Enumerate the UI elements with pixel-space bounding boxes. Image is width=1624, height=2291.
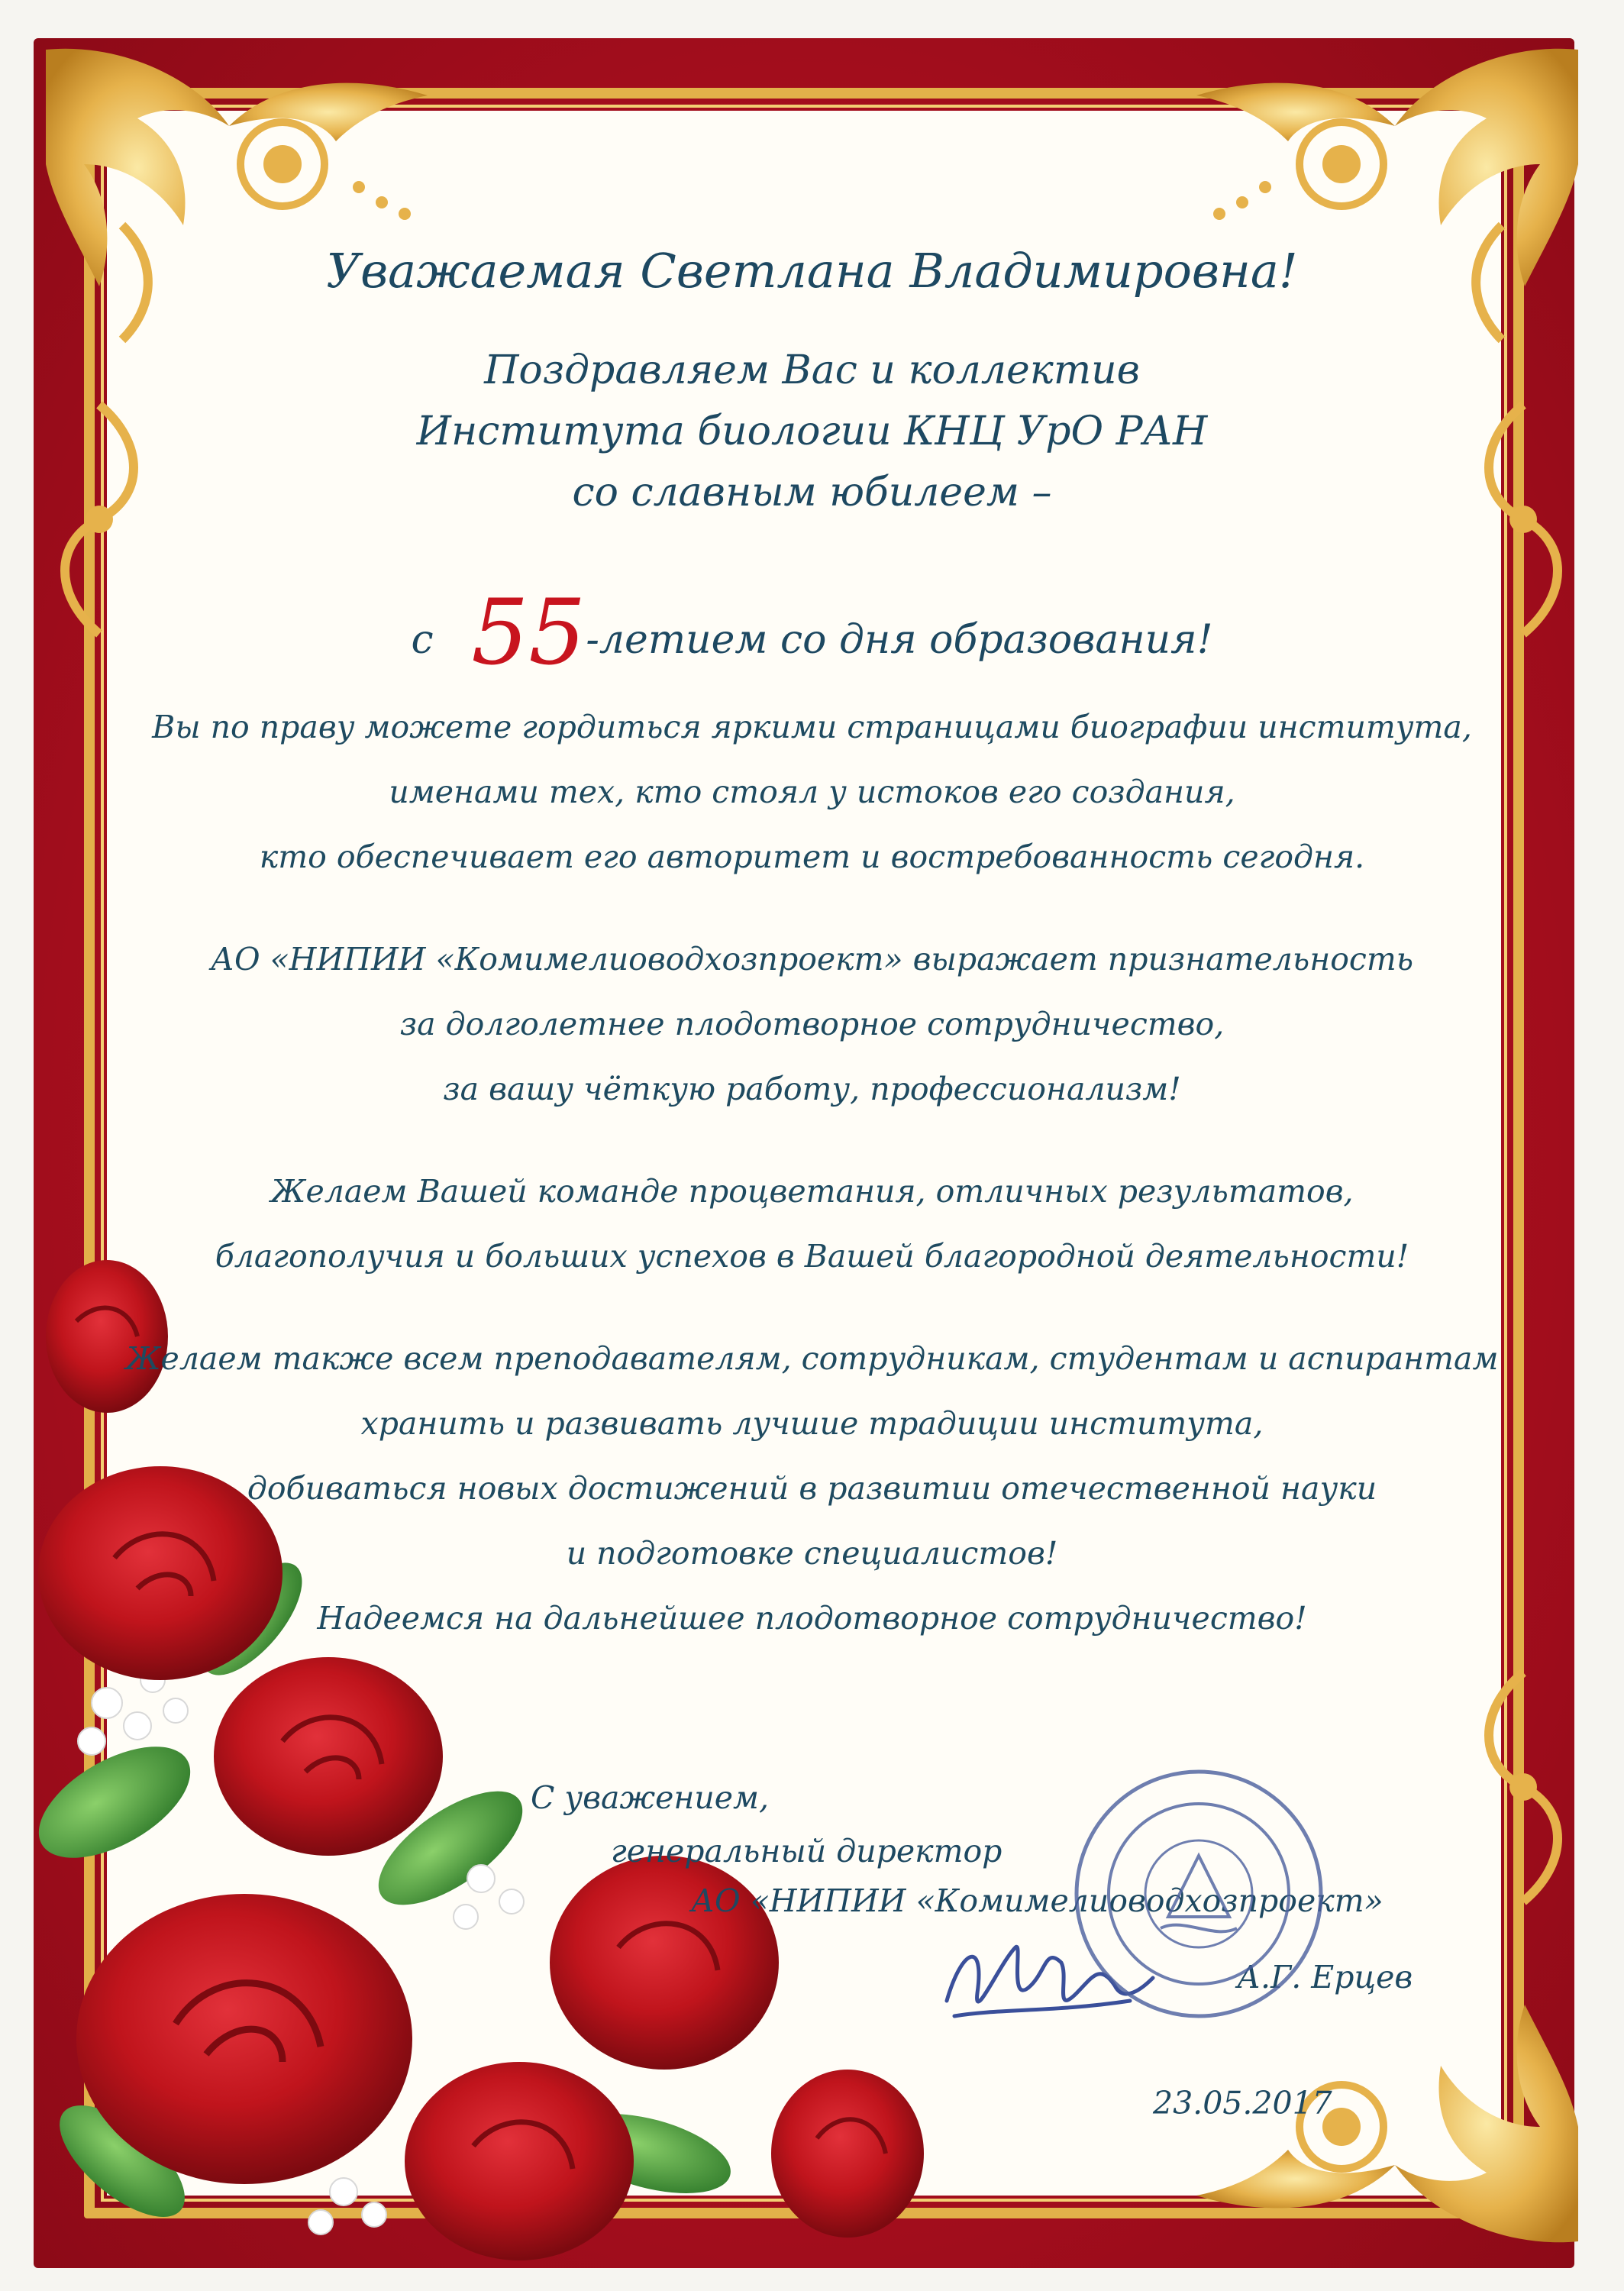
gold-corner-ornament-icon (31, 34, 458, 355)
paragraph-2-line-2: за долголетнее плодотворное сотрудничество, (399, 1006, 1225, 1042)
jubilee-line (0, 569, 1624, 685)
paragraph-2-line-3: за вашу чёткую работу, профессионализм! (443, 1071, 1181, 1107)
signature-company: АО «НИПИИ «Комимелиоводхозпроект» (691, 1882, 1383, 1919)
gold-corner-ornament-icon (1166, 34, 1593, 355)
paragraph-2-line-1: АО «НИПИИ «Комимелиоводхозпроект» выражает признательность (210, 941, 1414, 977)
jubilee-suffix: -летием со дня образования! (586, 617, 1213, 663)
congrats-line-3: со славным юбилеем – (572, 470, 1052, 515)
paragraph-4-line-4: и подготовке специалистов! (566, 1535, 1058, 1572)
paragraph-1-line-2: именами тех, кто стоял у истоков его создания, (389, 774, 1235, 810)
jubilee-prefix: с (411, 617, 434, 663)
paragraph-4-line-2: хранить и развивать лучшие традиции института, (360, 1405, 1264, 1442)
signature-position: генеральный директор (611, 1833, 1002, 1869)
paragraph-1-line-1: Вы по праву можете гордиться яркими страницами биографии института, (152, 709, 1472, 745)
jubilee-number: 55 (471, 580, 586, 685)
paragraph-4-line-1: Желаем также всем преподавателям, сотрудникам, студентам и аспирантам (125, 1340, 1499, 1377)
paragraph-3-line-1: Желаем Вашей команде процветания, отличных результатов, (270, 1173, 1354, 1210)
signature-name: А.Г. Ерцев (1237, 1959, 1413, 1995)
signature-regards: С уважением, (531, 1779, 770, 1816)
greeting-heading: Уважаемая Светлана Владимировна! (326, 243, 1298, 299)
paragraph-1-line-3: кто обеспечивает его авторитет и востребованность сегодня. (259, 839, 1365, 875)
paragraph-4-line-3: добиваться новых достижений в развитии отечественной науки (247, 1470, 1377, 1507)
official-stamp-icon (1069, 1764, 1329, 2024)
paragraph-4-line-5: Надеемся на дальнейшее плодотворное сотрудничество! (317, 1600, 1307, 1637)
congrats-line-2: Института биологии КНЦ УрО РАН (416, 409, 1208, 454)
gold-side-scroll-icon (1470, 1665, 1577, 1909)
congrats-line-1: Поздравляем Вас и коллектив (484, 347, 1140, 393)
paragraph-3-line-2: благополучия и больших успехов в Вашей благородной деятельности! (215, 1238, 1409, 1275)
signature-date: 23.05.2017 (1153, 2085, 1332, 2121)
